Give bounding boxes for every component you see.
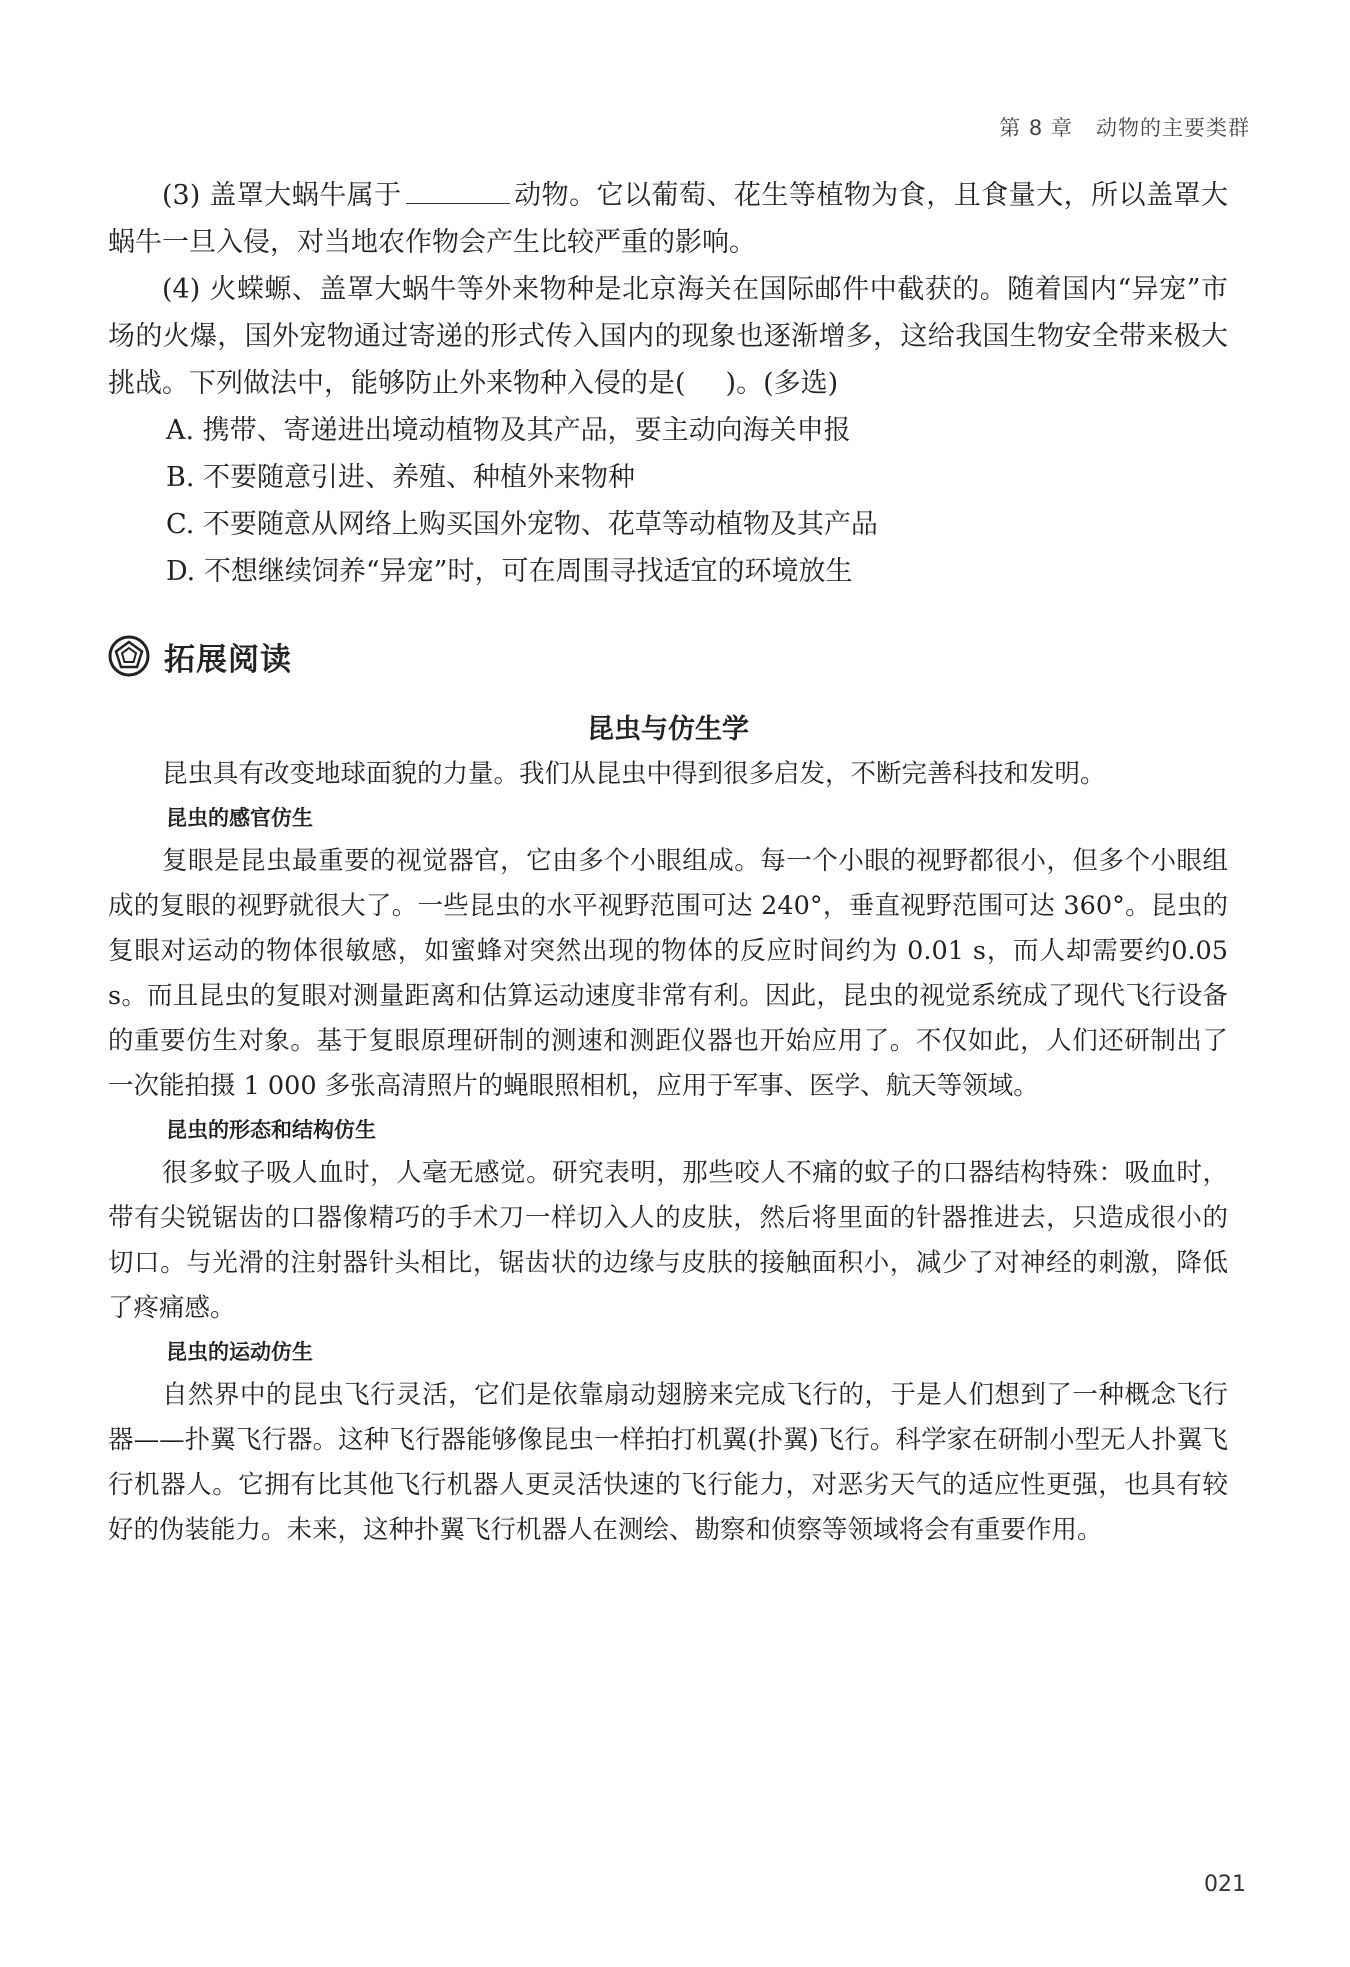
answer-blank [406, 181, 510, 204]
option-d: D. 不想继续饲养“异宠”时，可在周围寻找适宜的环境放生 [166, 556, 853, 587]
chapter-title: 动物的主要类群 [1096, 116, 1250, 140]
chapter-label: 第 8 章 [999, 116, 1073, 140]
section-title: 拓展阅读 [164, 641, 292, 678]
paragraph-structure: 很多蚊子吸人血时，人毫无感觉。研究表明，那些咬人不痛的蚊子的口器结构特殊：吸血时，带有尖锐锯齿的口器像精巧的手术刀一样切入人的皮肤，然后将里面的针器推进去，只造成很小的切口。与光滑的注射器针头相比，锯齿状的边缘与皮肤的接触面积小，减少了对神经的刺激，降低了疼痛感。 [108, 1158, 1228, 1323]
question-3 [108, 172, 1228, 266]
page-number: 021 [1204, 1872, 1246, 1897]
running-header [999, 112, 1250, 142]
subheading-senses: 昆虫的感官仿生 [166, 806, 313, 830]
concentric-pentagon-icon [108, 635, 150, 677]
question-4-text-before: (4) 火蝾螈、盖罩大蜗牛等外来物种是北京海关在国际邮件中截获的。随着国内“异宠”市场的火爆，国外宠物通过寄递的形式传入国内的现象也逐渐增多，这给我国生物安全带来极大挑战。下列做法中，能够防止外来物种入侵的是( [108, 274, 1228, 399]
question-4 [108, 266, 1228, 407]
option-a: A. 携带、寄递进出境动植物及其产品，要主动向海关申报 [166, 415, 851, 446]
question-3-text-after: 动物。它以葡萄、花生等植物为食，且食量大，所以盖罩大蜗牛一旦入侵，对当地农作物会产生比较严重的影响。 [108, 180, 1229, 258]
article-intro: 昆虫具有改变地球面貌的力量。我们从昆虫中得到很多启发，不断完善科技和发明。 [162, 759, 1106, 789]
page-content [108, 172, 1228, 1553]
article-title: 昆虫与仿生学 [587, 714, 749, 745]
paragraph-motion: 自然界中的昆虫飞行灵活，它们是依靠扇动翅膀来完成飞行的，于是人们想到了一种概念飞行器——扑翼飞行器。这种飞行器能够像昆虫一样拍打机翼(扑翼)飞行。科学家在研制小型无人扑翼飞行机器人。它拥有比其他飞行机器人更灵活快速的飞行能力，对恶劣天气的适应性更强，也具有较好的伪装能力。未来，这种扑翼飞行机器人在测绘、勘察和侦察等领域将会有重要作用。 [108, 1380, 1228, 1545]
subheading-motion: 昆虫的运动仿生 [166, 1340, 313, 1364]
question-3-text-before: (3) 盖罩大蜗牛属于 [162, 180, 402, 211]
option-c: C. 不要随意从网络上购买国外宠物、花草等动植物及其产品 [166, 509, 878, 540]
paragraph-senses: 复眼是昆虫最重要的视觉器官，它由多个小眼组成。每一个小眼的视野都很小，但多个小眼组成的复眼的视野就很大了。一些昆虫的水平视野范围可达 240°，垂直视野范围可达 360°。昆虫的复眼对运动的物体很敏感，如蜜蜂对突然出现的物体的反应时间约为 0.01 s，而人却需要约0.05 s。而且昆虫的复眼对测量距离和估算运动速度非常有利。因此，昆虫的视觉系统成了现代飞行设备的重要仿生对象。基于复眼原理研制的测速和测距仪器也开始应用了。不仅如此，人们还研制出了一次能拍摄 1 000 多张高清照片的蝇眼照相机，应用于军事、医学、航天等领域。 [108, 846, 1228, 1101]
subheading-structure: 昆虫的形态和结构仿生 [166, 1118, 376, 1142]
option-b: B. 不要随意引进、养殖、种植外来物种 [166, 462, 636, 493]
question-4-text-after: )。(多选) [725, 368, 839, 399]
section-heading [108, 628, 1228, 684]
